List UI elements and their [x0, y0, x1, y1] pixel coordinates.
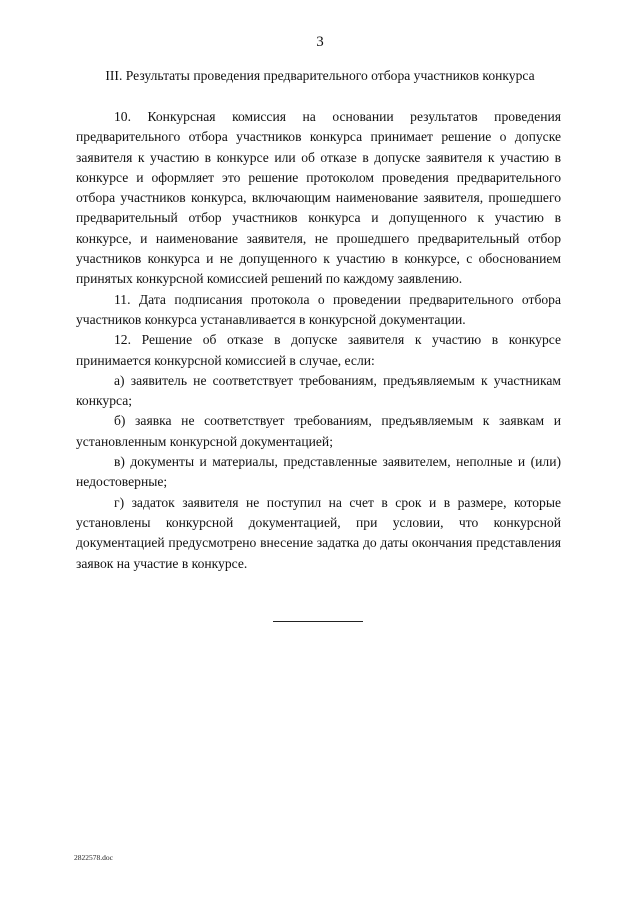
- page-number: 3: [316, 34, 324, 50]
- paragraph-12: 12. Решение об отказе в допуске заявителя к участию в конкурсе принимается конкурсной комиссией в случае, если:: [76, 332, 561, 368]
- paragraph-12b: б) заявка не соответствует требованиям, предъявляемым к заявкам и установленным конкурсной документацией;: [76, 413, 561, 449]
- section-title: III. Результаты проведения предварительного отбора участников конкурса: [105, 68, 535, 83]
- document-body: [76, 107, 561, 574]
- paragraph-11: 11. Дата подписания протокола о проведении предварительного отбора участников конкурса устанавливается в конкурсной документации.: [76, 291, 561, 327]
- paragraph-12a: а) заявитель не соответствует требованиям, предъявляемым к участникам конкурса;: [76, 372, 561, 409]
- paragraph-12g: г) задаток заявителя не поступил на счет в срок и в размере, которые установлены конкурсной документацией, при условии, что конкурсной документацией предусмотрено внесение задатка до даты окончания представления заявок на участие в конкурсе.: [76, 494, 561, 571]
- closing-divider: [273, 621, 363, 622]
- footer-filename: 2822578.doc: [74, 853, 113, 862]
- paragraph-12v: в) документы и материалы, представленные заявителем, неполные и (или) недостоверные;: [76, 454, 561, 490]
- paragraph-10: 10. Конкурсная комиссия на основании результатов проведения предварительного отбора участников конкурса принимает решение о допуске заявителя к участию в конкурсе или об отказе в допуске заявителя к участию в конкурсе и оформляет это решение протоколом проведения предварительного отбора участников конкурса, включающим наименование заявителя, прошедшего предварительный отбор участников конкурса и допущенного к участию в конкурсе, и наименование заявителя, не прошедшего предварительный отбор участников конкурса и не допущенного к участию в конкурсе, с обоснованием принятых конкурсной комиссией решений по каждому заявлению.: [76, 109, 561, 287]
